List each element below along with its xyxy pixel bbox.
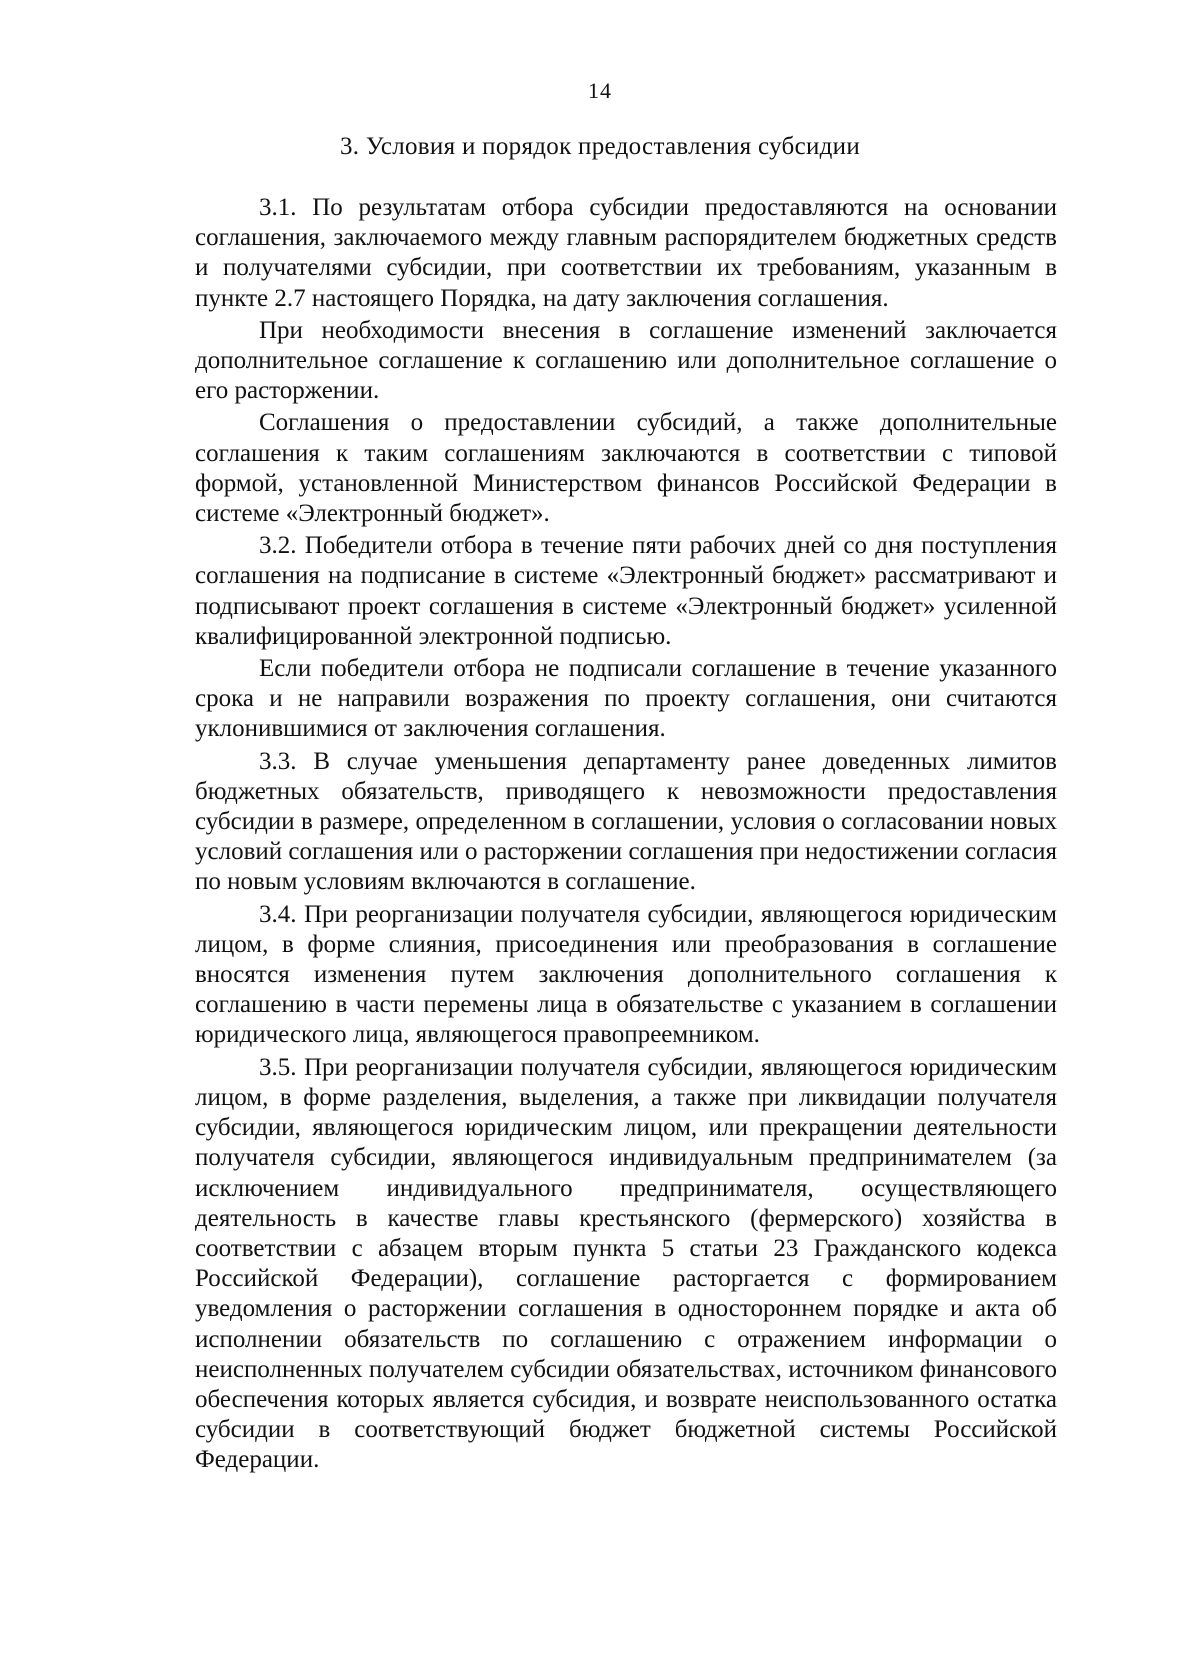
paragraph-3-2: 3.2. Победители отбора в течение пяти рабочих дней со дня поступления соглашения на подписание в системе «Электронный бюджет» рассматривают и подписывают проект соглашения в системе «Электронный бюджет» усиленной квалифицированной электронной подписью. bbox=[195, 532, 1057, 650]
paragraph-agreement-form: Соглашения о предоставлении субсидий, а также дополнительные соглашения к таким соглашениям заключаются в соответствии с типовой формой, установленной Министерством финансов Российской Федерации в системе «Электронный бюджет». bbox=[195, 409, 1057, 528]
paragraph-3-3: 3.3. В случае уменьшения департаменту ранее доведенных лимитов бюджетных обязательств, приводящего к невозможности предоставления субсидии в размере, определенном в соглашении, условия о согласовании новых условий соглашения или о расторжении соглашения при недостижении согласия по новым условиям включаются в соглашение. bbox=[195, 747, 1057, 896]
document-body bbox=[195, 193, 1057, 1476]
paragraph-unsigned-agreement: Если победители отбора не подписали соглашение в течение указанного срока и не направили возражения по проекту соглашения, они считаются уклонившимися от заключения соглашения. bbox=[195, 655, 1057, 743]
paragraph-3-1: 3.1. По результатам отбора субсидии предоставляются на основании соглашения, заключаемого между главным распорядителем бюджетных средств и получателями субсидии, при соответствии их требованиям, указанным в пункте 2.7 настоящего Порядка, на дату заключения соглашения. bbox=[195, 194, 1057, 312]
paragraph-3-4: 3.4. При реорганизации получателя субсидии, являющегося юридическим лицом, в форме слияния, присоединения или преобразования в соглашение вносятся изменения путем заключения дополнительного соглашения к соглашению в части перемены лица в обязательстве с указанием в соглашении юридического лица, являющегося правопреемником. bbox=[195, 900, 1057, 1049]
section-title: 3. Условия и порядок предоставления субсидии bbox=[339, 133, 861, 160]
paragraph-3-5: 3.5. При реорганизации получателя субсидии, являющегося юридическим лицом, в форме разделения, выделения, а также при ликвидации получателя субсидии, являющегося юридическим лицом, или прекращении деятельности получателя субсидии, являющегося индивидуальным предпринимателем (за исключением индивидуального предпринимателя, осуществляющего деятельность в качестве главы крестьянского (фермерского) хозяйства в соответствии с абзацем вторым пункта 5 статьи 23 Гражданского кодекса Российской Федерации), соглашение расторгается с формированием уведомления о расторжении соглашения в одностороннем порядке и акта об исполнении обязательств по соглашению с отражением информации о неисполненных получателем субсидии обязательствах, источником финансового обеспечения которых является субсидия, и возврате неиспользованного остатка субсидии в соответствующий бюджет бюджетной системы Российской Федерации. bbox=[195, 1053, 1057, 1474]
paragraph-additional-agreement: При необходимости внесения в соглашение изменений заключается дополнительное соглашение к соглашению или дополнительное соглашение о его расторжении. bbox=[195, 316, 1057, 405]
page-number: 14 bbox=[588, 78, 612, 103]
